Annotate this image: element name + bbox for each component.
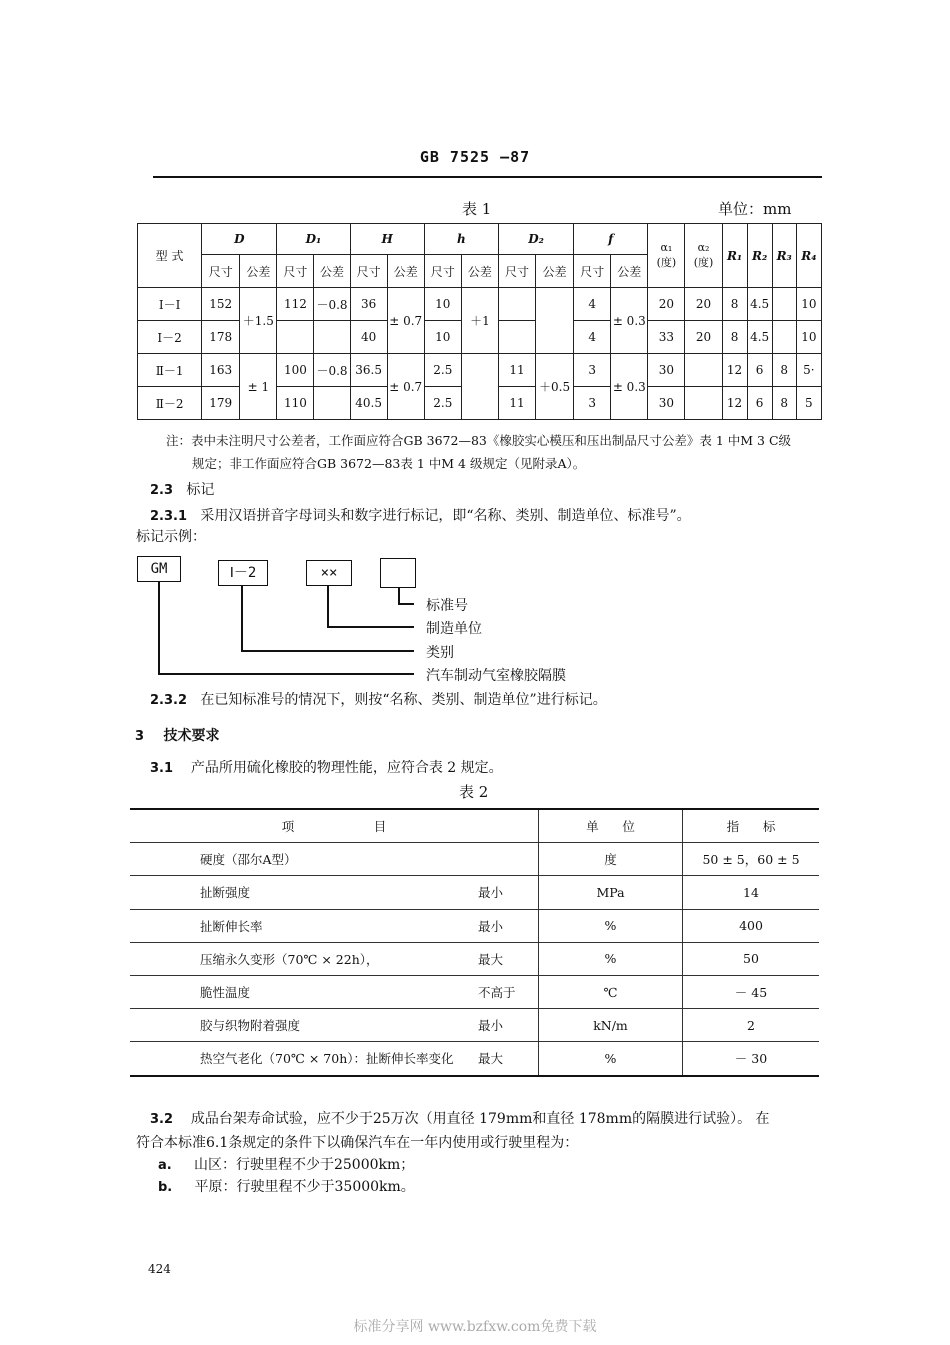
col-group-H: H [350, 224, 424, 255]
table-row [130, 1042, 819, 1076]
cell [536, 288, 574, 354]
section-number: 2.3.1 [150, 509, 188, 524]
cell: －0.8 [314, 354, 350, 387]
section-text: 在已知标准号的情况下，则按“名称、类别、制造单位”进行标记。 [200, 692, 607, 708]
cell: 4.5 [747, 321, 772, 354]
qualifier-cell: 最大 [478, 942, 539, 975]
col-group-h: h [424, 224, 498, 255]
table-row [130, 843, 819, 876]
cell: 4 [574, 288, 611, 321]
tol-header: 公差 [536, 255, 574, 288]
cell: 8 [772, 387, 796, 420]
watermark: 标准分享网 www.bzfxw.com免费下载 [353, 1319, 597, 1335]
table-2 [130, 808, 819, 1077]
cell: 30 [648, 387, 685, 420]
cell: 10 [796, 288, 821, 321]
section-title: 标记 [186, 482, 215, 498]
leader-line [158, 673, 414, 675]
leader-line [241, 586, 243, 651]
cell [314, 387, 350, 420]
cell: －0.8 [314, 288, 350, 321]
qualifier-cell: 最小 [478, 909, 539, 942]
cell [685, 387, 722, 420]
qualifier-cell [478, 843, 539, 876]
table1-note-line1: 注：表中未注明尺寸公差者，工作面应符合GB 3672—83《橡胶实心模压和压出制品尺寸公差》表 1 中M 3 C级 [166, 433, 792, 448]
cell [277, 321, 314, 354]
cell: 112 [277, 288, 314, 321]
list-item [158, 1154, 414, 1174]
cell: 5· [796, 354, 821, 387]
value-cell: 50 [683, 942, 820, 975]
leader-line [398, 588, 400, 604]
mark-label-maker: 制造单位 [426, 621, 482, 637]
cell [685, 354, 722, 387]
unit-cell: % [539, 909, 683, 942]
col-R3: R₃ [772, 224, 796, 288]
item-cell: 扯断伸长率 [130, 909, 478, 942]
cell: 12 [722, 354, 747, 387]
value-cell: 2 [683, 1009, 820, 1042]
qualifier-cell: 不高于 [478, 975, 539, 1008]
cell: 36 [350, 288, 387, 321]
tol-header: 公差 [611, 255, 648, 288]
tol-cell: ＋1 [461, 288, 498, 354]
unit-cell: % [539, 942, 683, 975]
section-text: 采用汉语拼音字母词头和数字进行标记，即“名称、类别、制造单位、标准号”。 [200, 508, 691, 524]
cell: 11 [498, 387, 535, 420]
section-2-3-1 [150, 505, 691, 525]
leader-line [158, 582, 160, 674]
type-cell: Ⅰ－Ⅰ [138, 288, 202, 321]
section-3-2-line2: 符合本标准6.1条规定的条件下以确保汽车在一年内使用或行驶里程为： [136, 1135, 579, 1151]
cell [314, 321, 350, 354]
value-cell: 14 [683, 876, 820, 909]
table-row [130, 1009, 819, 1042]
size-header: 尺寸 [350, 255, 387, 288]
section-number: 3.2 [150, 1112, 174, 1127]
table-row [130, 876, 819, 909]
table1-unit: 单位：mm [718, 200, 792, 218]
header-value: 指 标 [683, 809, 820, 843]
list-text: 山区：行驶里程不少于25000km； [193, 1157, 415, 1173]
list-item [158, 1176, 415, 1196]
cell: 20 [648, 288, 685, 321]
cell: 5 [796, 387, 821, 420]
cell: 6 [747, 354, 772, 387]
size-header: 尺寸 [202, 255, 240, 288]
cell: 6 [747, 387, 772, 420]
col-group-f: f [574, 224, 648, 255]
page-number: 424 [148, 1262, 171, 1276]
value-cell: － 30 [683, 1042, 820, 1076]
cell: 4.5 [747, 288, 772, 321]
cell: 10 [424, 321, 461, 354]
cell: 2.5 [424, 387, 461, 420]
table-1 [137, 223, 822, 420]
header-rule [153, 176, 822, 178]
unit-cell: ℃ [539, 975, 683, 1008]
size-header: 尺寸 [498, 255, 535, 288]
cell: 8 [722, 321, 747, 354]
cell: 163 [202, 354, 240, 387]
value-cell: － 45 [683, 975, 820, 1008]
unit-cell: % [539, 1042, 683, 1076]
section-text: 产品所用硫化橡胶的物理性能，应符合表 2 规定。 [190, 760, 503, 776]
cell: 36.5 [350, 354, 387, 387]
leader-line [241, 650, 414, 652]
cell: 3 [574, 387, 611, 420]
item-cell: 硬度（邵尔A型） [130, 843, 478, 876]
table1-note-line2: 规定；非工作面应符合GB 3672—83表 1 中M 4 级规定（见附录A）。 [192, 456, 586, 471]
qualifier-cell: 最小 [478, 1009, 539, 1042]
item-cell: 扯断强度 [130, 876, 478, 909]
list-label: a. [158, 1158, 172, 1173]
example-label: 标记示例： [136, 529, 206, 545]
cell: 30 [648, 354, 685, 387]
size-header: 尺寸 [574, 255, 611, 288]
type-header: 型 式 [138, 224, 202, 288]
qualifier-cell: 最小 [478, 876, 539, 909]
cell: 20 [685, 288, 722, 321]
mark-label-name: 汽车制动气室橡胶隔膜 [426, 668, 566, 684]
cell: 12 [722, 387, 747, 420]
cell: 33 [648, 321, 685, 354]
cell: 10 [796, 321, 821, 354]
qualifier-cell: 最大 [478, 1051, 504, 1067]
cell: 40.5 [350, 387, 387, 420]
col-alpha2: α₂ (度) [685, 224, 722, 288]
type-cell: Ⅱ－2 [138, 387, 202, 420]
section-3-1 [150, 757, 503, 777]
tol-cell: ± 0.7 [387, 354, 424, 420]
cell: 20 [685, 321, 722, 354]
col-group-D2: D₂ [498, 224, 573, 255]
cell: 179 [202, 387, 240, 420]
type-cell: Ⅰ－2 [138, 321, 202, 354]
cell: 152 [202, 288, 240, 321]
col-alpha1: α₁ (度) [648, 224, 685, 288]
unit-cell: 度 [539, 843, 683, 876]
leader-line [398, 603, 414, 605]
col-R4: R₄ [796, 224, 821, 288]
value-cell: 400 [683, 909, 820, 942]
header-item: 项 目 [130, 809, 539, 843]
tol-cell: ± 1 [240, 354, 277, 420]
cell: 2.5 [424, 354, 461, 387]
cell: 8 [772, 354, 796, 387]
list-text: 平原：行驶里程不少于35000km。 [194, 1179, 415, 1195]
mark-box-gm: GM [137, 556, 181, 582]
leader-line [327, 626, 414, 628]
size-header: 尺寸 [277, 255, 314, 288]
table-header-row [130, 809, 819, 843]
mark-box-standard [380, 558, 416, 588]
header-unit: 单 位 [539, 809, 683, 843]
tol-cell: ± 0.3 [611, 354, 648, 420]
table-row [130, 942, 819, 975]
type-cell: Ⅱ－1 [138, 354, 202, 387]
leader-line [327, 586, 329, 627]
tol-header: 公差 [240, 255, 277, 288]
standard-number: GB 7525 —87 [419, 148, 531, 166]
tol-header: 公差 [314, 255, 350, 288]
section-3-2 [150, 1108, 770, 1128]
cell: 100 [277, 354, 314, 387]
list-label: b. [158, 1180, 173, 1195]
item-cell: 热空气老化（70℃ × 70h）：扯断伸长率变化 [200, 1051, 454, 1067]
mark-box-type: Ⅰ－2 [218, 560, 268, 586]
cell: 3 [574, 354, 611, 387]
item-cell: 胶与织物附着强度 [130, 1009, 478, 1042]
cell [772, 321, 796, 354]
table1-caption: 表 1 [462, 200, 492, 218]
cell: 8 [722, 288, 747, 321]
cell: 40 [350, 321, 387, 354]
cell: 4 [574, 321, 611, 354]
unit-cell: MPa [539, 876, 683, 909]
cell: 10 [424, 288, 461, 321]
unit-cell: kN/m [539, 1009, 683, 1042]
table-row [138, 354, 822, 387]
section-number: 2.3 [150, 483, 174, 498]
col-R2: R₂ [747, 224, 772, 288]
cell [461, 354, 498, 420]
cell: 178 [202, 321, 240, 354]
table-row [130, 975, 819, 1008]
table-row [138, 288, 822, 321]
tol-header: 公差 [387, 255, 424, 288]
cell [498, 288, 535, 321]
item-cell: 压缩永久变形（70℃ × 22h）， [130, 942, 478, 975]
col-group-D1: D₁ [277, 224, 350, 255]
tol-cell: ± 0.3 [611, 288, 648, 354]
section-title: 技术要求 [163, 728, 220, 744]
section-3 [135, 725, 220, 745]
section-2-3-2 [150, 689, 607, 709]
cell: 11 [498, 354, 535, 387]
tol-cell: ＋1.5 [240, 288, 277, 354]
cell [498, 321, 535, 354]
mark-label-standard: 标准号 [426, 598, 468, 614]
cell [772, 288, 796, 321]
table2-caption: 表 2 [459, 783, 489, 801]
section-number: 2.3.2 [150, 693, 188, 708]
tol-header: 公差 [461, 255, 498, 288]
size-header: 尺寸 [424, 255, 461, 288]
table-row [130, 909, 819, 942]
tol-cell: ± 0.7 [387, 288, 424, 354]
section-2-3 [150, 479, 214, 499]
value-cell: 50 ± 5，60 ± 5 [683, 843, 820, 876]
mark-label-type: 类别 [426, 645, 454, 661]
section-number: 3.1 [150, 761, 174, 776]
tol-cell: ＋0.5 [536, 354, 574, 420]
section-number: 3 [135, 729, 145, 744]
mark-box-maker: ×× [306, 560, 352, 586]
item-cell: 脆性温度 [130, 975, 478, 1008]
cell: 110 [277, 387, 314, 420]
section-text-line1: 成品台架寿命试验，应不少于25万次（用直径 179mm和直径 178mm的隔膜进行试验）。 在 [190, 1111, 770, 1127]
col-group-D: D [202, 224, 277, 255]
col-R1: R₁ [722, 224, 747, 288]
